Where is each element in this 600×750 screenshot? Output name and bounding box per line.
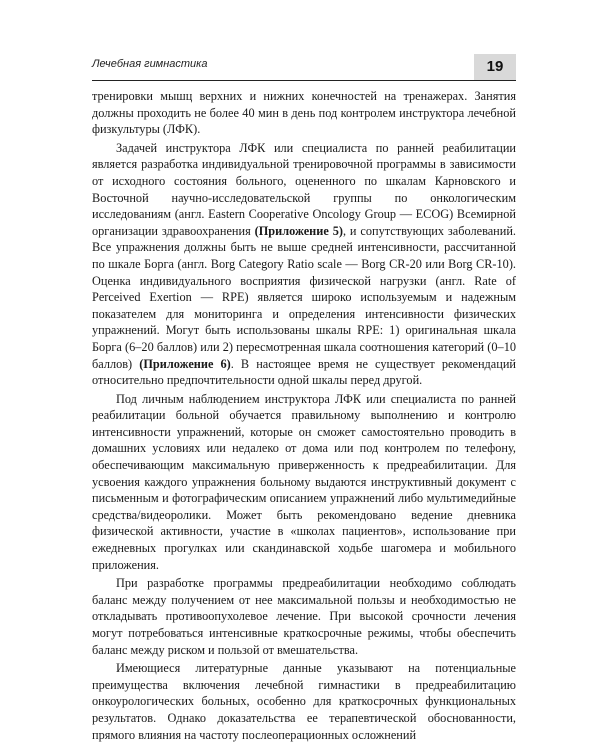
paragraph-supervision [92,391,516,574]
running-header [92,54,516,81]
section-title: Лечебная гимнастика [92,58,208,70]
paragraph-continuation [92,88,516,138]
paragraph-instructor-task [92,140,516,389]
appendix-5-reference: (Приложение 5) [254,223,343,238]
paragraph-text: Задачей инструктора ЛФК или специалиста по ранней реабилитации является разработка индивидуальной тренировочной программы в зависимости от исходного состояния больного, оцененного по шкалам Карновского и Восточной научно-исследовательской группы по онкологическим исследованиям (англ. Eastern Cooperative Oncology Group — ECOG) Всемирной организации здравоохранения [92,140,516,238]
paragraph-text: При разработке программы предреабилитации необходимо соблюдать баланс между получением от нее максимальной пользы и необходимостью не откладывать противоопухолевое лечение. При высокой срочности лечения могут потребоваться интенсивные краткосрочные режимы, чтобы обеспечить баланс между риском и пользой от вмешательства. [92,576,516,657]
paragraph-program-balance [92,575,516,658]
paragraph-text: , и сопутствующих заболеваний. Все упражнения должны быть не выше средней интенсивности, рассчитанной по шкале Борга (англ. Borg Category Ratio scale — Borg CR-20 или Borg CR-10). Оценка индивидуального восприятия физической нагрузки (англ. Rate of Perceived Exertion — RPE) является широко используемым и надежным показателем для мониторинга и определения интенсивности физических упражнений. Могут быть использованы шкалы RPE: 1) оригинальная шкала Борга (6–20 баллов) или 2) пересмотренная шкала соотношения категорий (0–10 баллов) [92,223,516,371]
paragraph-text: тренировки мышц верхних и нижних конечностей на тренажерах. Занятия должны проходить не более 40 мин в день под контролем инструктора лечебной физкультуры (ЛФК). [92,89,516,137]
body-text [92,88,516,743]
paragraph-text: Имеющиеся литературные данные указывают на потенциальные преимущества включения лечебной гимнастики в предреабилитацию онкоурологических больных, особенно для краткосрочных функциональных результатов. Однако доказательства ее терапевтической обоснованности, прямого влияния на частоту послеоперационных осложнений [92,661,516,742]
page-number: 19 [474,54,516,80]
paragraph-text: . В настоящее время не существует рекомендаций относительно предпочтительности одной шкалы перед другой. [92,356,517,388]
paragraph-text: Под личным наблюдением инструктора ЛФК или специалиста по ранней реабилитации больной обучается правильному выполнению и контролю интенсивности упражнений, которые он сможет самостоятельно проводить в домашних условиях или недалеко от дома или под контролем по телефону, обеспечивающим максимальную приверженность к предреабилитации. Для усвоения каждого упражнения больному выдаются инструктивный документ с письменным и фотографическим описанием упражнений либо мультимедийные средства/видеоролики. Может быть рекомендовано ведение дневника физической активности, участие в «школах пациентов», использование при ежедневных прогулках или скандинавской ходьбе шагомера и мобильного приложения. [92,391,516,572]
appendix-6-reference: (Приложение 6) [139,356,231,371]
paragraph-literature [92,660,516,743]
